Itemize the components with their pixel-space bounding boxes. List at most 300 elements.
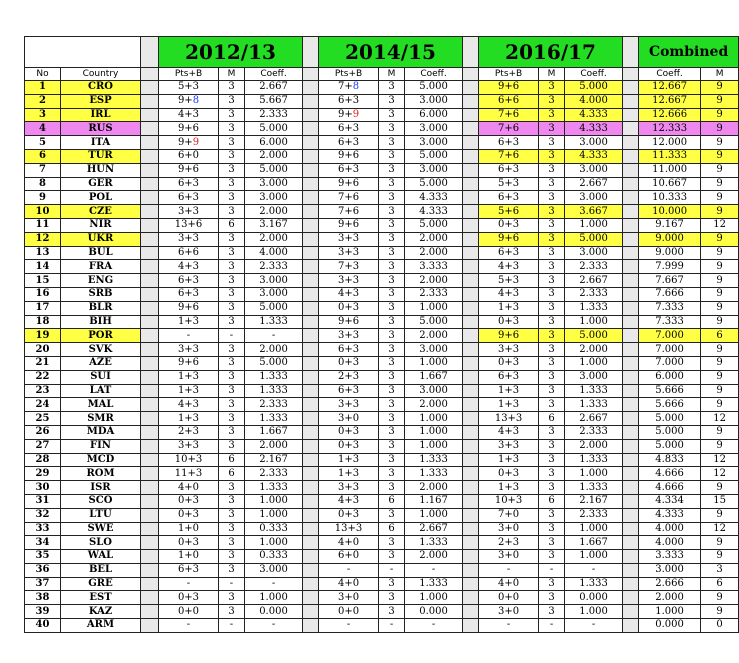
cell-coeff-2012: 2.167 xyxy=(245,453,303,467)
table-row xyxy=(25,425,739,439)
cell-pts-2016: 6+3 xyxy=(479,191,539,205)
cell-m-combined: 0 xyxy=(701,619,739,633)
cell-pts-2014: 9+6 xyxy=(319,149,379,163)
gap-cell xyxy=(623,343,639,357)
cell-pts-2016: 0+3 xyxy=(479,218,539,232)
gap-cell xyxy=(623,619,639,633)
cell-coeff-2012: 1.000 xyxy=(245,536,303,550)
gap-cell xyxy=(141,246,159,260)
cell-pts-2016: 4+3 xyxy=(479,287,539,301)
cell-coeff-combined: 3.000 xyxy=(639,563,701,577)
cell-m-combined: 9 xyxy=(701,605,739,619)
gap-cell xyxy=(463,453,479,467)
table-row xyxy=(25,136,739,150)
gap-cell xyxy=(303,122,319,136)
cell-pts-2016: 6+3 xyxy=(479,163,539,177)
gap-cell xyxy=(141,619,159,633)
gap-cell xyxy=(623,563,639,577)
cell-m-2012: 3 xyxy=(219,136,245,150)
cell-coeff-combined: 7.999 xyxy=(639,260,701,274)
cell-coeff-2014: 2.000 xyxy=(405,246,463,260)
cell-coeff-2012: 1.000 xyxy=(245,591,303,605)
gap-cell xyxy=(141,301,159,315)
cell-pts-2014: 9+6 xyxy=(319,315,379,329)
cell-m-combined: 9 xyxy=(701,205,739,219)
cell-coeff-2014: 5.000 xyxy=(405,315,463,329)
cell-m-2014: 3 xyxy=(379,81,405,95)
cell-m-2016: 3 xyxy=(539,287,565,301)
cell-coeff-2016: 4.333 xyxy=(565,149,623,163)
cell-coeff-combined: 5.000 xyxy=(639,439,701,453)
gap-cell xyxy=(303,108,319,122)
gap-cell xyxy=(303,149,319,163)
gap-cell xyxy=(623,412,639,426)
cell-coeff-2014: 2.000 xyxy=(405,398,463,412)
cell-coeff-2012: 2.000 xyxy=(245,149,303,163)
cell-m-2012: 3 xyxy=(219,563,245,577)
cell-m-combined: 9 xyxy=(701,439,739,453)
gap-cell xyxy=(141,163,159,177)
cell-m-2016: 3 xyxy=(539,398,565,412)
gap-cell xyxy=(463,591,479,605)
cell-m-2012: 3 xyxy=(219,494,245,508)
gap-cell xyxy=(623,398,639,412)
cell-m-2012: 3 xyxy=(219,550,245,564)
cell-m-2012: 3 xyxy=(219,108,245,122)
gap-cell xyxy=(303,563,319,577)
cell-coeff-combined: 12.667 xyxy=(639,81,701,95)
cell-coeff-2016: 1.333 xyxy=(565,301,623,315)
cell-m-2012: 3 xyxy=(219,205,245,219)
cell-m-combined: 12 xyxy=(701,218,739,232)
gap-cell xyxy=(623,68,639,81)
cell-m-2016: 3 xyxy=(539,605,565,619)
cell-pts-2014: 9+6 xyxy=(319,177,379,191)
cell-coeff-2014: 3.000 xyxy=(405,384,463,398)
cell-coeff-2016: 3.000 xyxy=(565,191,623,205)
cell-pts-2012: 1+0 xyxy=(159,522,219,536)
cell-country: BEL xyxy=(61,563,141,577)
gap-cell xyxy=(141,329,159,343)
gap-cell xyxy=(623,467,639,481)
gap-cell xyxy=(303,163,319,177)
cell-m-2014: 3 xyxy=(379,356,405,370)
cell-coeff-2016: 4.000 xyxy=(565,94,623,108)
cell-coeff-2014: 3.000 xyxy=(405,136,463,150)
gap-cell xyxy=(141,343,159,357)
cell-pts-2016: 3+0 xyxy=(479,605,539,619)
gap-cell xyxy=(463,398,479,412)
cell-m-2016: 3 xyxy=(539,439,565,453)
cell-coeff-2014: 0.000 xyxy=(405,605,463,619)
cell-country: HUN xyxy=(61,163,141,177)
gap-cell xyxy=(141,136,159,150)
cell-coeff-combined: 9.000 xyxy=(639,246,701,260)
cell-m-2016: 3 xyxy=(539,136,565,150)
cell-coeff-2014: 1.333 xyxy=(405,536,463,550)
cell-m-2014: 3 xyxy=(379,232,405,246)
gap-cell xyxy=(463,232,479,246)
gap-cell xyxy=(463,81,479,95)
gap-cell xyxy=(141,260,159,274)
cell-coeff-2016: 1.333 xyxy=(565,481,623,495)
cell-coeff-2014: 1.000 xyxy=(405,425,463,439)
gap-cell xyxy=(303,232,319,246)
gap-cell xyxy=(303,274,319,288)
cell-m-2016: 3 xyxy=(539,384,565,398)
cell-m-2014: 3 xyxy=(379,412,405,426)
gap-cell xyxy=(463,246,479,260)
cell-pts-2016: 1+3 xyxy=(479,453,539,467)
cell-country: POL xyxy=(61,191,141,205)
gap-cell xyxy=(463,94,479,108)
cell-no: 37 xyxy=(25,577,61,591)
gap-cell xyxy=(141,37,159,68)
gap-cell xyxy=(141,439,159,453)
cell-m-2014: 3 xyxy=(379,343,405,357)
cell-m-combined: 9 xyxy=(701,232,739,246)
table-row xyxy=(25,536,739,550)
cell-coeff-2012: 1.333 xyxy=(245,481,303,495)
cell-coeff-2016: 3.000 xyxy=(565,370,623,384)
gap-cell xyxy=(141,191,159,205)
cell-coeff-2014: - xyxy=(405,619,463,633)
cell-m-combined: 9 xyxy=(701,550,739,564)
gap-cell xyxy=(623,108,639,122)
cell-m-combined: 9 xyxy=(701,81,739,95)
cell-m-2014: 3 xyxy=(379,425,405,439)
cell-pts-2012: 0+3 xyxy=(159,591,219,605)
gap-cell xyxy=(463,301,479,315)
cell-coeff-combined: 4.000 xyxy=(639,522,701,536)
gap-cell xyxy=(141,577,159,591)
cell-no: 32 xyxy=(25,508,61,522)
cell-m-2016: 3 xyxy=(539,425,565,439)
gap-cell xyxy=(141,149,159,163)
cell-no: 10 xyxy=(25,205,61,219)
cell-m-combined: 9 xyxy=(701,191,739,205)
table-row xyxy=(25,205,739,219)
cell-pts-2016: 4+0 xyxy=(479,577,539,591)
cell-m-combined: 9 xyxy=(701,481,739,495)
cell-pts-2012: 9+6 xyxy=(159,301,219,315)
cell-country: CZE xyxy=(61,205,141,219)
cell-m-2014: 3 xyxy=(379,370,405,384)
cell-no: 30 xyxy=(25,481,61,495)
cell-coeff-2014: 6.000 xyxy=(405,108,463,122)
cell-m-combined: 9 xyxy=(701,163,739,177)
cell-coeff-2016: 1.000 xyxy=(565,550,623,564)
cell-pts-2012: 3+3 xyxy=(159,205,219,219)
col-m-combined: M xyxy=(701,68,739,81)
cell-coeff-2016: 1.667 xyxy=(565,536,623,550)
gap-cell xyxy=(303,218,319,232)
cell-m-2016: 3 xyxy=(539,522,565,536)
cell-no: 12 xyxy=(25,232,61,246)
cell-m-2014: 3 xyxy=(379,122,405,136)
cell-m-2016: 3 xyxy=(539,163,565,177)
gap-cell xyxy=(303,191,319,205)
table-row xyxy=(25,246,739,260)
cell-m-2012: 3 xyxy=(219,232,245,246)
cell-pts-2014: 0+3 xyxy=(319,439,379,453)
cell-m-2016: 3 xyxy=(539,577,565,591)
cell-country: MAL xyxy=(61,398,141,412)
cell-m-2016: 3 xyxy=(539,467,565,481)
cell-m-2012: 3 xyxy=(219,522,245,536)
cell-coeff-2012: 1.000 xyxy=(245,508,303,522)
gap-cell xyxy=(623,481,639,495)
cell-pts-2016: 5+3 xyxy=(479,177,539,191)
cell-m-2012: 3 xyxy=(219,274,245,288)
gap-cell xyxy=(141,453,159,467)
cell-m-combined: 6 xyxy=(701,577,739,591)
table-row xyxy=(25,453,739,467)
gap-cell xyxy=(303,177,319,191)
cell-pts-2016: 10+3 xyxy=(479,494,539,508)
table-row xyxy=(25,494,739,508)
cell-country: GRE xyxy=(61,577,141,591)
cell-coeff-combined: 3.333 xyxy=(639,550,701,564)
cell-coeff-combined: 7.000 xyxy=(639,356,701,370)
cell-pts-2016: 1+3 xyxy=(479,398,539,412)
cell-coeff-2016: 1.333 xyxy=(565,384,623,398)
cell-pts-2014: 2+3 xyxy=(319,370,379,384)
gap-cell xyxy=(463,412,479,426)
cell-pts-2014: 7+6 xyxy=(319,205,379,219)
cell-no: 4 xyxy=(25,122,61,136)
cell-pts-2014: 4+0 xyxy=(319,536,379,550)
gap-cell xyxy=(303,37,319,68)
gap-cell xyxy=(141,467,159,481)
cell-m-2014: 3 xyxy=(379,205,405,219)
cell-m-2014: 3 xyxy=(379,550,405,564)
cell-m-combined: 12 xyxy=(701,412,739,426)
cell-m-2012: 3 xyxy=(219,94,245,108)
cell-coeff-2014: 5.000 xyxy=(405,177,463,191)
cell-coeff-2016: - xyxy=(565,563,623,577)
gap-cell xyxy=(463,370,479,384)
cell-no: 7 xyxy=(25,163,61,177)
cell-m-2016: 6 xyxy=(539,412,565,426)
cell-coeff-2014: 3.000 xyxy=(405,122,463,136)
gap-cell xyxy=(623,218,639,232)
gap-cell xyxy=(141,356,159,370)
cell-coeff-2016: 2.333 xyxy=(565,287,623,301)
cell-pts-2014: 0+3 xyxy=(319,356,379,370)
table-row xyxy=(25,591,739,605)
cell-pts-2012: 3+3 xyxy=(159,439,219,453)
cell-m-combined: 9 xyxy=(701,508,739,522)
col-coeff-2014: Coeff. xyxy=(405,68,463,81)
gap-cell xyxy=(141,218,159,232)
cell-coeff-2014: 5.000 xyxy=(405,149,463,163)
cell-coeff-2016: 4.333 xyxy=(565,108,623,122)
cell-coeff-combined: 12.667 xyxy=(639,94,701,108)
gap-cell xyxy=(141,412,159,426)
cell-country: GER xyxy=(61,177,141,191)
cell-m-2014: 3 xyxy=(379,191,405,205)
cell-m-2012: - xyxy=(219,577,245,591)
cell-country: ARM xyxy=(61,619,141,633)
cell-m-2014: 3 xyxy=(379,218,405,232)
cell-pts-2016: 9+6 xyxy=(479,232,539,246)
cell-m-combined: 9 xyxy=(701,384,739,398)
cell-coeff-2016: 2.333 xyxy=(565,508,623,522)
cell-coeff-2012: 0.333 xyxy=(245,550,303,564)
cell-coeff-combined: 6.000 xyxy=(639,370,701,384)
col-pts-2014: Pts+B xyxy=(319,68,379,81)
gap-cell xyxy=(141,232,159,246)
cell-m-2012: 3 xyxy=(219,177,245,191)
cell-m-combined: 6 xyxy=(701,329,739,343)
gap-cell xyxy=(623,177,639,191)
cell-m-2014: 3 xyxy=(379,508,405,522)
cell-coeff-2012: 0.000 xyxy=(245,605,303,619)
cell-m-combined: 9 xyxy=(701,274,739,288)
cell-coeff-2012: 5.000 xyxy=(245,163,303,177)
cell-pts-2012: 4+0 xyxy=(159,481,219,495)
cell-country: FIN xyxy=(61,439,141,453)
cell-m-2014: 3 xyxy=(379,329,405,343)
cell-country: LAT xyxy=(61,384,141,398)
cell-coeff-2016: 2.333 xyxy=(565,425,623,439)
cell-pts-2014: 1+3 xyxy=(319,453,379,467)
cell-m-2016: 3 xyxy=(539,453,565,467)
cell-country: WAL xyxy=(61,550,141,564)
cell-m-combined: 9 xyxy=(701,370,739,384)
cell-pts-2012: 6+6 xyxy=(159,246,219,260)
cell-m-combined: 12 xyxy=(701,453,739,467)
cell-m-2012: 3 xyxy=(219,425,245,439)
cell-m-combined: 9 xyxy=(701,136,739,150)
cell-country: POR xyxy=(61,329,141,343)
cell-coeff-2016: 1.333 xyxy=(565,577,623,591)
cell-country: SMR xyxy=(61,412,141,426)
cell-coeff-2012: 2.000 xyxy=(245,439,303,453)
cell-coeff-combined: 4.333 xyxy=(639,508,701,522)
cell-no: 36 xyxy=(25,563,61,577)
cell-country: ROM xyxy=(61,467,141,481)
cell-m-2014: 3 xyxy=(379,439,405,453)
gap-cell xyxy=(463,439,479,453)
cell-m-combined: 9 xyxy=(701,287,739,301)
cell-pts-2016: 1+3 xyxy=(479,481,539,495)
cell-coeff-2016: 1.000 xyxy=(565,218,623,232)
gap-cell xyxy=(463,467,479,481)
gap-cell xyxy=(463,343,479,357)
cell-pts-2016: 3+3 xyxy=(479,439,539,453)
cell-country: MCD xyxy=(61,453,141,467)
gap-cell xyxy=(463,260,479,274)
cell-pts-2012: - xyxy=(159,619,219,633)
cell-country: EST xyxy=(61,591,141,605)
gap-cell xyxy=(463,315,479,329)
cell-m-2016: 3 xyxy=(539,508,565,522)
gap-cell xyxy=(623,205,639,219)
cell-coeff-2012: 2.000 xyxy=(245,205,303,219)
col-coeff-combined: Coeff. xyxy=(639,68,701,81)
cell-coeff-2014: 1.333 xyxy=(405,467,463,481)
gap-cell xyxy=(463,149,479,163)
cell-pts-2014: - xyxy=(319,563,379,577)
cell-no: 23 xyxy=(25,384,61,398)
gap-cell xyxy=(303,246,319,260)
table-row xyxy=(25,481,739,495)
cell-country: LTU xyxy=(61,508,141,522)
cell-coeff-2014: 5.000 xyxy=(405,81,463,95)
cell-m-2016: 3 xyxy=(539,122,565,136)
cell-coeff-combined: 7.667 xyxy=(639,274,701,288)
cell-no: 40 xyxy=(25,619,61,633)
cell-coeff-combined: 11.000 xyxy=(639,163,701,177)
cell-m-combined: 9 xyxy=(701,536,739,550)
cell-pts-2012: 2+3 xyxy=(159,425,219,439)
gap-cell xyxy=(141,563,159,577)
cell-coeff-2016: 3.000 xyxy=(565,136,623,150)
cell-m-combined: 9 xyxy=(701,425,739,439)
cell-pts-2014: 6+3 xyxy=(319,136,379,150)
cell-coeff-combined: 5.000 xyxy=(639,425,701,439)
cell-pts-2014: 6+3 xyxy=(319,343,379,357)
cell-coeff-2014: - xyxy=(405,563,463,577)
cell-pts-2016: 3+0 xyxy=(479,522,539,536)
gap-cell xyxy=(463,563,479,577)
cell-coeff-2012: 5.000 xyxy=(245,301,303,315)
cell-no: 3 xyxy=(25,108,61,122)
cell-m-2012: 3 xyxy=(219,356,245,370)
cell-coeff-2016: 3.667 xyxy=(565,205,623,219)
cell-m-2014: 6 xyxy=(379,522,405,536)
gap-cell xyxy=(623,370,639,384)
table-row xyxy=(25,550,739,564)
cell-m-2012: 3 xyxy=(219,412,245,426)
gap-cell xyxy=(623,577,639,591)
cell-m-2016: 3 xyxy=(539,260,565,274)
cell-m-2012: 3 xyxy=(219,536,245,550)
cell-coeff-2012: 0.333 xyxy=(245,522,303,536)
gap-cell xyxy=(623,191,639,205)
cell-no: 13 xyxy=(25,246,61,260)
cell-pts-2014: - xyxy=(319,619,379,633)
cell-pts-2016: 3+0 xyxy=(479,550,539,564)
cell-m-2012: 3 xyxy=(219,605,245,619)
cell-coeff-2016: 1.000 xyxy=(565,356,623,370)
table-body xyxy=(25,81,739,633)
cell-pts-2016: 0+3 xyxy=(479,467,539,481)
gap-cell xyxy=(303,591,319,605)
cell-coeff-2012: 2.333 xyxy=(245,398,303,412)
gap-cell xyxy=(463,177,479,191)
cell-no: 17 xyxy=(25,301,61,315)
cell-m-combined: 9 xyxy=(701,315,739,329)
cell-pts-2012: 5+3 xyxy=(159,81,219,95)
cell-m-2012: - xyxy=(219,329,245,343)
cell-pts-2016: 6+6 xyxy=(479,94,539,108)
gap-cell xyxy=(623,591,639,605)
cell-coeff-combined: 2.666 xyxy=(639,577,701,591)
cell-m-2016: 3 xyxy=(539,536,565,550)
table-row xyxy=(25,329,739,343)
cell-m-combined: 9 xyxy=(701,108,739,122)
gap-cell xyxy=(141,591,159,605)
cell-coeff-2012: - xyxy=(245,329,303,343)
cell-pts-2016: 9+6 xyxy=(479,329,539,343)
cell-coeff-2012: 3.000 xyxy=(245,563,303,577)
cell-coeff-2012: 2.000 xyxy=(245,232,303,246)
col-pts-2016: Pts+B xyxy=(479,68,539,81)
cell-m-2016: 3 xyxy=(539,274,565,288)
